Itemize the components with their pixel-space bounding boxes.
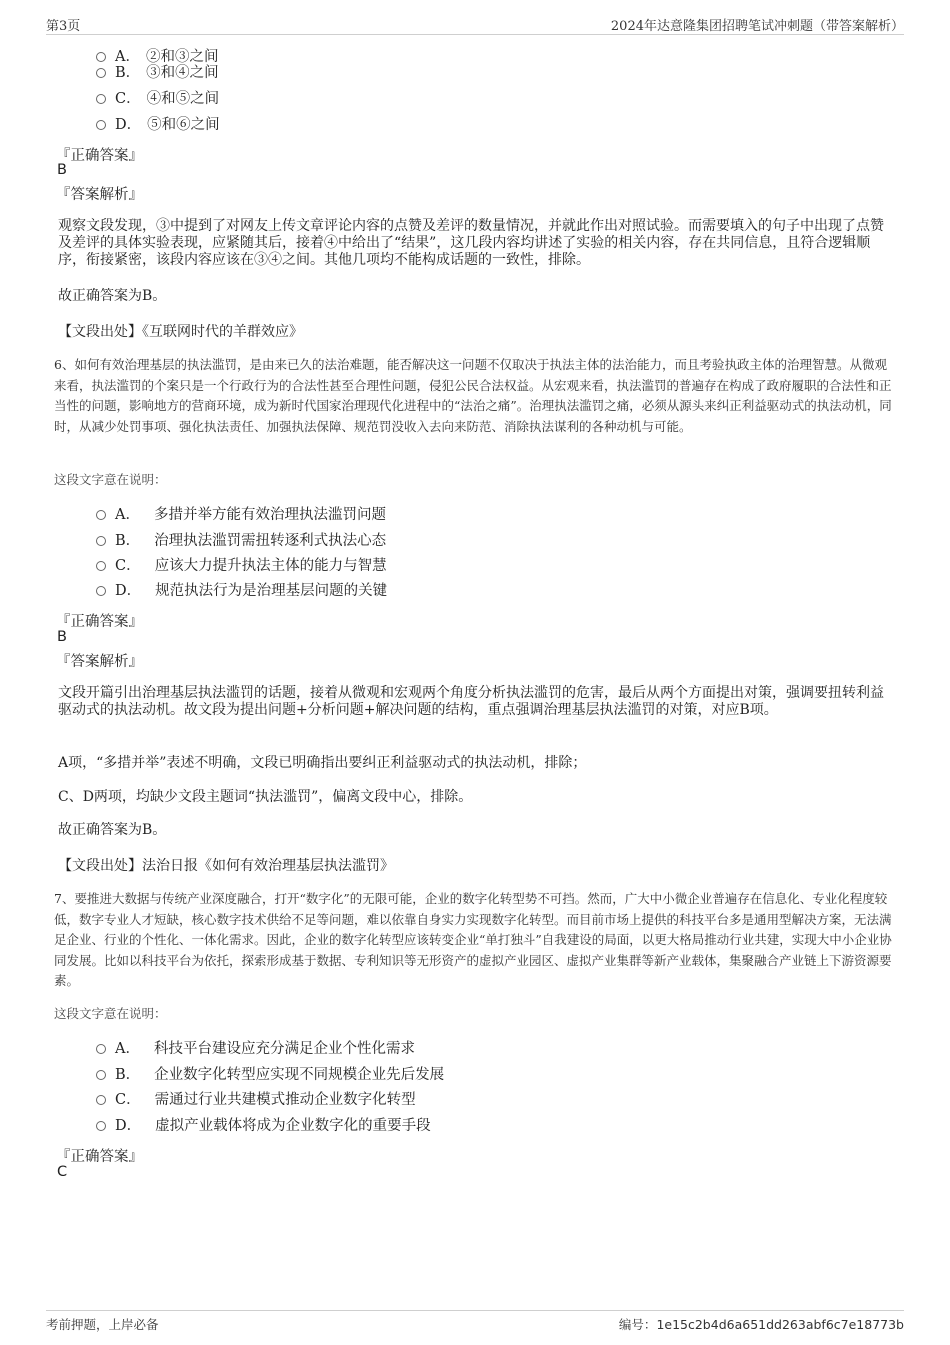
q5-option-a[interactable]: A． ②和③之间 <box>96 48 218 66</box>
q5-option-d[interactable]: D． ⑤和⑥之间 <box>96 116 220 134</box>
page-header <box>46 14 904 35</box>
page-footer <box>46 1310 904 1333</box>
q6-answer-label: 『正确答案』 <box>56 614 143 630</box>
q7-prompt: 这段文字意在说明： <box>54 1006 167 1021</box>
q5-option-b[interactable]: B． ③和④之间 <box>96 64 219 82</box>
q5-analysis-label: 『答案解析』 <box>56 187 143 203</box>
q6-analysis-label: 『答案解析』 <box>56 654 143 670</box>
radio-icon[interactable] <box>96 510 106 520</box>
code-label: 编号： <box>618 1317 657 1332</box>
q6-option-a[interactable]: A． 多措并举方能有效治理执法滥罚问题 <box>96 506 386 524</box>
radio-icon[interactable] <box>96 586 106 596</box>
q7-question: 7、要推进大数据与传统产业深度融合，打开“数字化”的无限可能，企业的数字化转型势不可挡。然而，广大中小微企业普遍存在信息化、专业化程度较低，数字专业人才短缺，核心数字技术供给不足等问题，难以依靠自身实力实现数字化转型。而目前市场上提供的科技平台多是通用型解决方案，无法满足企业、行业的个性化、一体化需求。因此，企业的数字化转型应该转变企业“单打独斗”自我建设的局面，以更大格局推动行业共建，实现大中小企业协同发展。比如以科技平台为依托，探索形成基于数据、专利知识等无形资产的虚拟产业园区、虚拟产业集群等新产业载体，集聚融合产业链上下游资源要素。 <box>54 891 892 988</box>
radio-icon[interactable] <box>96 52 106 62</box>
radio-icon[interactable] <box>96 94 106 104</box>
footer-slogan: 考前押题，上岸必备 <box>46 1317 159 1332</box>
q7-option-d[interactable]: D． 虚拟产业载体将成为企业数字化的重要手段 <box>96 1117 431 1135</box>
radio-icon[interactable] <box>96 120 106 130</box>
q6-analysis-a: A项，“多措并举”表述不明确，文段已明确指出要纠正利益驱动式的执法动机，排除； <box>58 755 587 771</box>
q5-source: 【文段出处】《互联网时代的羊群效应》 <box>58 324 303 340</box>
page-number: 第3页 <box>46 19 81 34</box>
radio-icon[interactable] <box>96 1044 106 1054</box>
radio-icon[interactable] <box>96 68 106 78</box>
code-value: 1e15c2b4d6a651dd263abf6c7e18773b <box>656 1317 904 1332</box>
q5-conclusion: 故正确答案为B。 <box>58 288 167 304</box>
q6-option-b[interactable]: B． 治理执法滥罚需扭转逐利式执法心态 <box>96 532 386 550</box>
q6-option-d[interactable]: D． 规范执法行为是治理基层问题的关键 <box>96 582 387 600</box>
q7-answer: C <box>57 1164 68 1180</box>
radio-icon[interactable] <box>96 536 106 546</box>
q5-analysis: 观察文段发现，③中提到了对网友上传文章评论内容的点赞及差评的数量情况，并就此作出对照试验。而需要填入的句子中出现了点赞及差评的具体实验表现，应紧随其后，接着④中给出了“结果”，这几段内容均讲述了实验的相关内容，存在共同信息，且符合逻辑顺序，衔接紧密，该段内容应该在③④之间。其他几项均不能构成话题的一致性，排除。 <box>58 218 884 268</box>
q7-option-c[interactable]: C． 需通过行业共建模式推动企业数字化转型 <box>96 1091 416 1109</box>
q5-answer-label: 『正确答案』 <box>56 148 143 164</box>
q6-answer: B <box>57 629 67 645</box>
radio-icon[interactable] <box>96 561 106 571</box>
q7-option-b[interactable]: B． 企业数字化转型应实现不同规模企业先后发展 <box>96 1066 444 1084</box>
q6-conclusion: 故正确答案为B。 <box>58 822 167 838</box>
q6-source: 【文段出处】法治日报《如何有效治理基层执法滥罚》 <box>58 858 394 874</box>
document-code <box>619 1315 904 1333</box>
q6-analysis: 文段开篇引出治理基层执法滥罚的话题，接着从微观和宏观两个角度分析执法滥罚的危害，最后从两个方面提出对策，强调要扭转利益驱动式的执法动机。故文段为提出问题+分析问题+解决问题的结构，重点强调治理基层执法滥罚的对策，对应B项。 <box>58 685 884 718</box>
q6-analysis-cd: C、D两项，均缺少文段主题词“执法滥罚”，偏离文段中心，排除。 <box>58 789 473 805</box>
document-title: 2024年达意隆集团招聘笔试冲刺题（带答案解析） <box>610 19 904 34</box>
q7-answer-label: 『正确答案』 <box>56 1149 143 1165</box>
q6-question: 6、如何有效治理基层的执法滥罚，是由来已久的法治难题，能否解决这一问题不仅取决于执法主体的法治能力，而且考验执政主体的治理智慧。从微观来看，执法滥罚的个案只是一个行政行为的合法性甚至合理性问题，侵犯公民合法权益。从宏观来看，执法滥罚的普遍存在构成了政府履职的合法性和正当性的问题，影响地方的营商环境，成为新时代国家治理现代化进程中的“法治之痛”。治理执法滥罚之痛，必须从源头来纠正利益驱动式的执法动机，同时，从减少处罚事项、强化执法责任、加强执法保障、规范罚没收入去向来防范、消除执法谋利的各种动机与可能。 <box>54 357 892 434</box>
q6-prompt: 这段文字意在说明： <box>54 472 167 487</box>
q7-option-a[interactable]: A． 科技平台建设应充分满足企业个性化需求 <box>96 1040 415 1058</box>
q6-option-c[interactable]: C． 应该大力提升执法主体的能力与智慧 <box>96 557 387 575</box>
q5-answer: B <box>57 162 67 178</box>
radio-icon[interactable] <box>96 1095 106 1105</box>
q5-option-c[interactable]: C． ④和⑤之间 <box>96 90 219 108</box>
radio-icon[interactable] <box>96 1121 106 1131</box>
radio-icon[interactable] <box>96 1070 106 1080</box>
